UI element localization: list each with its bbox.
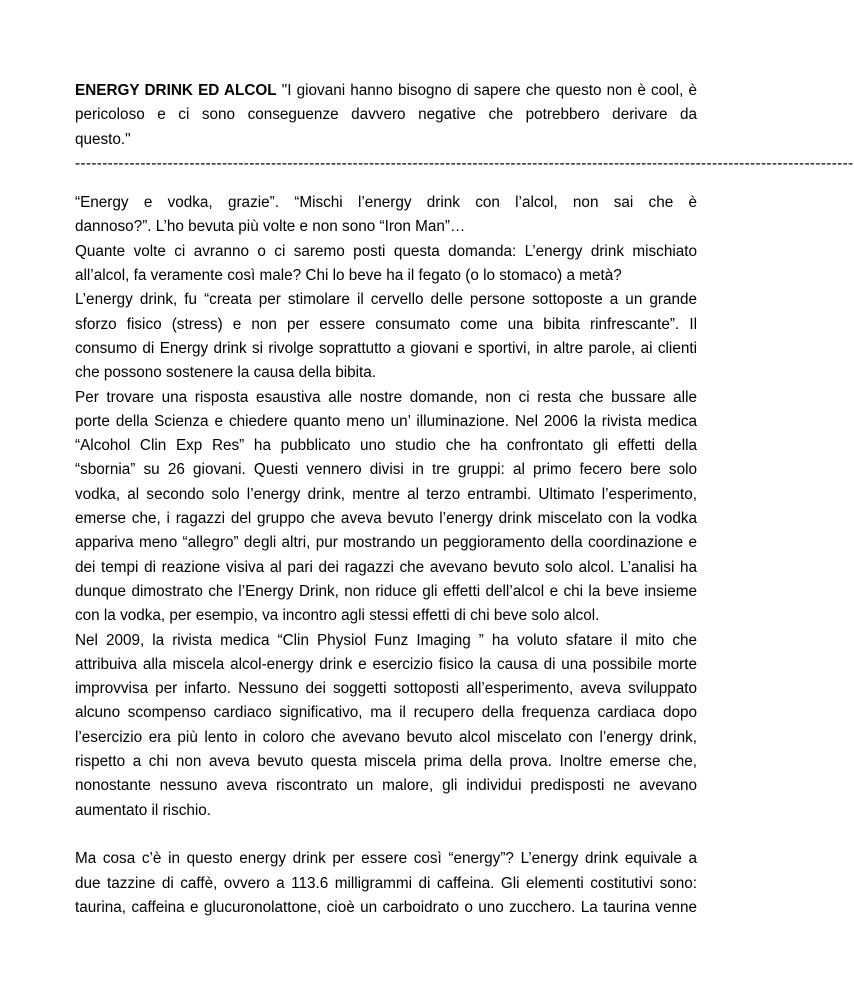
body-line: sforzo fisico (stress) e non per essere consumato come una bibita rinfrescante”. Il	[75, 315, 697, 333]
body-line: Per trovare una risposta esaustiva alle nostre domande, non ci resta che bussare alle	[75, 388, 697, 406]
article-title: ENERGY DRINK ED ALCOL	[75, 82, 277, 99]
body-line: due tazzine di caffè, ovvero a 113.6 milligrammi di caffeina. Gli elementi costitutivi sono:	[75, 874, 697, 892]
document-page	[75, 79, 854, 920]
body-line: emerse che, i ragazzi del gruppo che aveva bevuto l’energy drink miscelato con la vodka	[75, 510, 697, 528]
body-line: “sbornia” su 26 giovani. Questi vennero divisi in tre gruppi: al primo fecero bere solo	[75, 461, 697, 479]
spacer	[75, 176, 697, 191]
body-line: l’esercizio era più lento in coloro che avevano bevuto alcol miscelato con l’energy drink,	[75, 728, 697, 746]
body-line: con la vodka, per esempio, va incontro agli stessi effetti di chi beve solo alcol.	[75, 607, 600, 625]
body-line: improvvisa per infarto. Nessuno dei soggetti sottoposti all’esperimento, aveva sviluppato	[75, 680, 697, 698]
paragraph-spacer	[75, 823, 697, 847]
body-line: vodka, al secondo solo l’energy drink, mentre al terzo entrambi. Ultimato l’esperimento,	[75, 485, 697, 503]
body-line: all’alcol, fa veramente così male? Chi lo beve ha il fegato (o lo stomaco) a metà?	[75, 267, 622, 285]
body-line: Ma cosa c’è in questo energy drink per essere così “energy”? L’energy drink equivale a	[75, 850, 697, 868]
body-line: che possono sostenere la causa della bibita.	[75, 364, 377, 382]
body-line: nonostante nessuno aveva riscontrato un malore, gli individui predisposti ne avevano	[75, 777, 697, 795]
separator-line: -----------------------------------------------------------------------------------------------------------------------------------------------	[75, 154, 854, 172]
body-line: Quante volte ci avranno o ci saremo posti questa domanda: L’energy drink mischiato	[75, 242, 697, 260]
body-line: dei tempi di reazione visiva al pari dei ragazzi che avevano bevuto solo alcol. L’analisi ha	[75, 558, 697, 576]
header-line-1	[75, 79, 697, 103]
body-line: “Alcohol Clin Exp Res” ha pubblicato uno studio che ha confrontato gli effetti della	[75, 437, 697, 455]
body-line: aumentato il rischio.	[75, 801, 212, 819]
body-line: dunque dimostrato che l’Energy Drink, non riduce gli effetti dell’alcol e chi la beve insieme	[75, 582, 697, 600]
body-line: attribuiva alla miscela alcol-energy drink e esercizio fisico la causa di una possibile morte	[75, 655, 697, 673]
article-quote-part-1: "I giovani hanno bisogno di sapere che questo non è cool, è	[281, 82, 698, 99]
body-line: consumo di Energy drink si rivolge soprattutto a giovani e sportivi, in altre parole, ai clienti	[75, 339, 697, 357]
body-line: rispetto a chi non aveva bevuto questa miscela prima della prova. Inoltre emerse che,	[75, 753, 697, 771]
body-line: taurina, caffeina e glucuronolattone, cioè un carboidrato o uno zucchero. La taurina venne	[75, 898, 697, 916]
header-line-3: questo."	[75, 130, 131, 148]
body-line: alcuno scompenso cardiaco significativo, ma il recupero della frequenza cardiaca dopo	[75, 704, 697, 722]
body-line: appariva meno “allegro” degli altri, pur mostrando un peggioramento della coordinazione e	[75, 534, 697, 552]
body-line: dannoso?”. L’ho bevuta più volte e non sono “Iron Man”…	[75, 218, 466, 236]
body-line: Nel 2009, la rivista medica “Clin Physiol Funz Imaging ” ha voluto sfatare il mito che	[75, 631, 697, 649]
body-line: L’energy drink, fu “creata per stimolare il cervello delle persone sottoposte a un grande	[75, 291, 697, 309]
body-line: porte della Scienza e chiedere quanto meno un’ illuminazione. Nel 2006 la rivista medica	[75, 412, 697, 430]
header-line-2: pericoloso e ci sono conseguenze davvero negative che potrebbero derivare da	[75, 106, 697, 124]
body-line: “Energy e vodka, grazie”. “Mischi l’energy drink con l’alcol, non sai che è	[75, 194, 697, 212]
